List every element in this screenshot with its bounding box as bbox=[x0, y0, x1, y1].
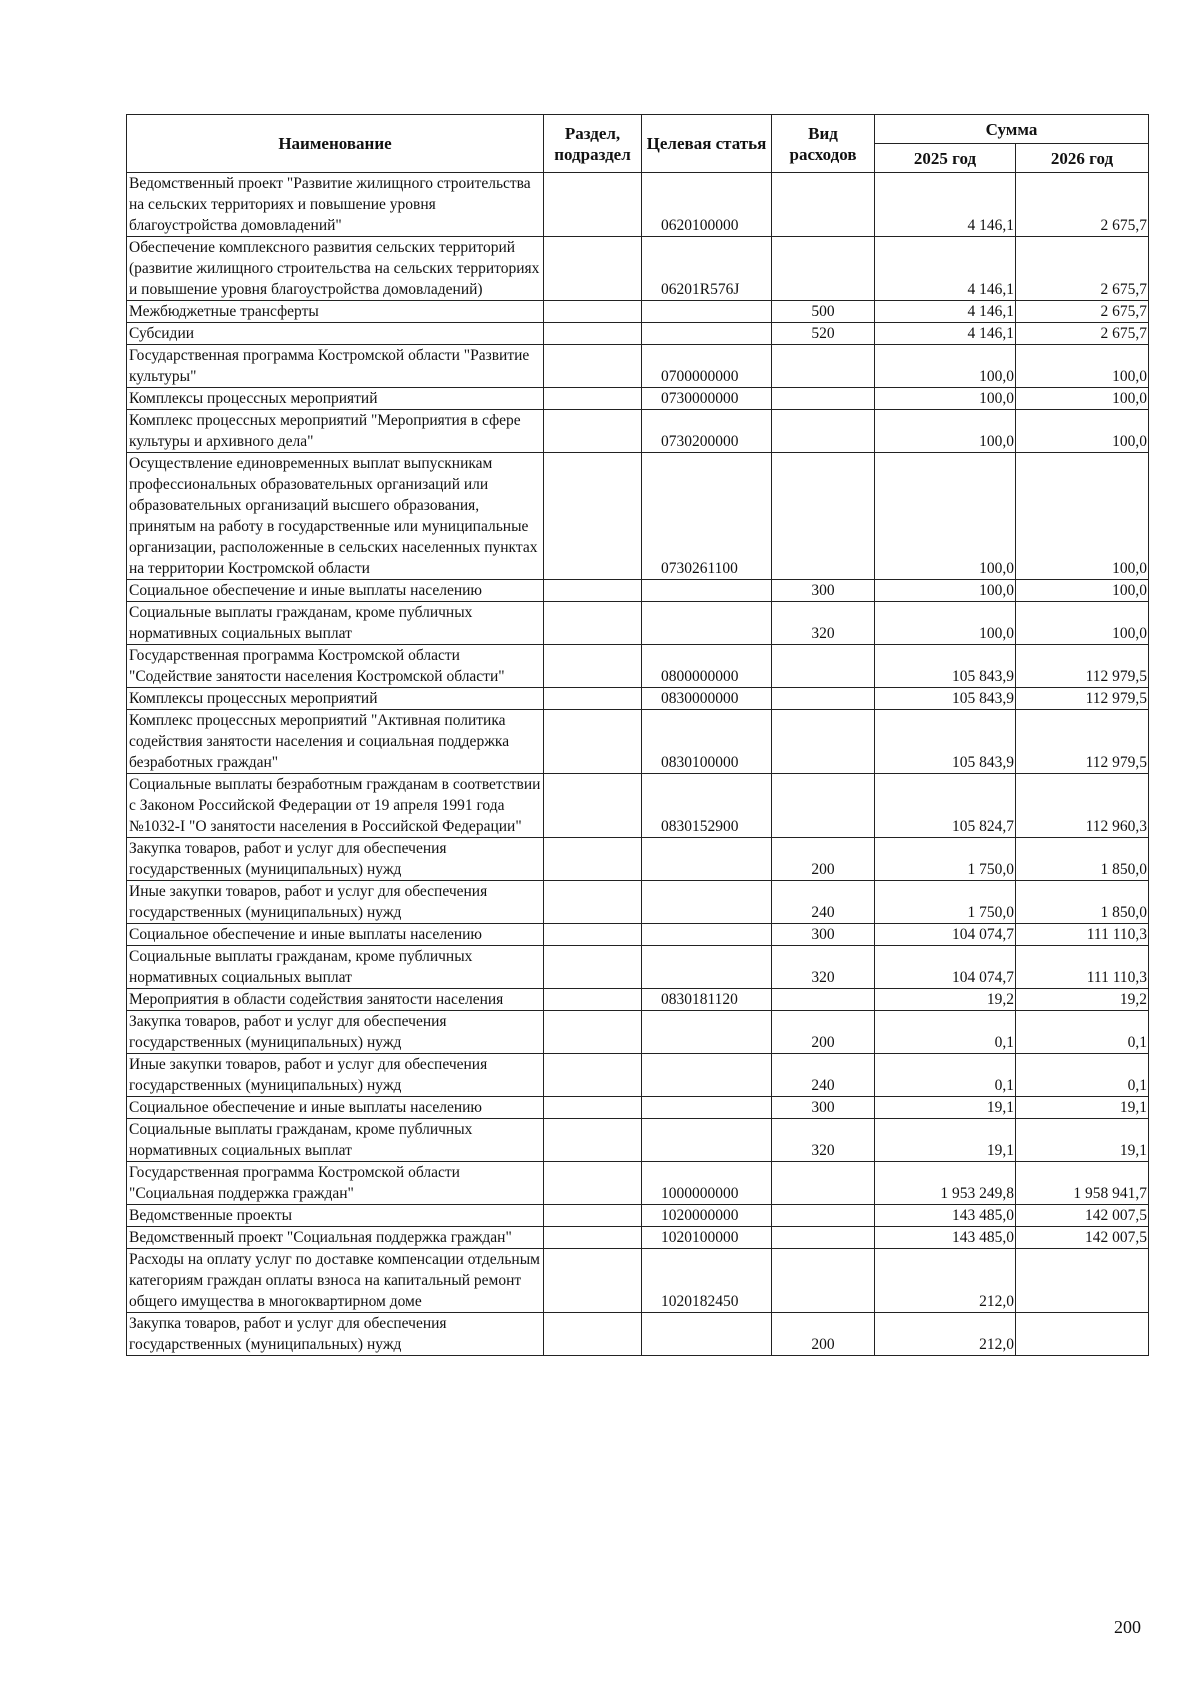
row-expense-type: 200 bbox=[772, 838, 875, 881]
table-row bbox=[127, 1249, 1149, 1313]
row-expense-type bbox=[772, 1227, 875, 1249]
row-section bbox=[544, 1119, 642, 1162]
row-amount-2025: 100,0 bbox=[875, 602, 1016, 645]
row-section bbox=[544, 1205, 642, 1227]
row-expense-type: 500 bbox=[772, 301, 875, 323]
table-row bbox=[127, 1097, 1149, 1119]
row-section bbox=[544, 838, 642, 881]
row-expense-type: 200 bbox=[772, 1313, 875, 1356]
row-name: Социальное обеспечение и иные выплаты населению bbox=[127, 580, 544, 602]
row-name: Комплекс процессных мероприятий "Активная политика содействия занятости населения и социальная поддержка безработных граждан" bbox=[127, 710, 544, 774]
table-row bbox=[127, 580, 1149, 602]
row-target-code bbox=[642, 301, 772, 323]
row-expense-type: 320 bbox=[772, 1119, 875, 1162]
row-target-code bbox=[642, 1054, 772, 1097]
row-expense-type bbox=[772, 453, 875, 580]
row-expense-type: 300 bbox=[772, 580, 875, 602]
table-body bbox=[127, 173, 1149, 1356]
row-amount-2026: 112 979,5 bbox=[1016, 710, 1149, 774]
row-section bbox=[544, 1313, 642, 1356]
row-section bbox=[544, 924, 642, 946]
row-amount-2026: 142 007,5 bbox=[1016, 1205, 1149, 1227]
row-section bbox=[544, 1249, 642, 1313]
row-name: Комплексы процессных мероприятий bbox=[127, 688, 544, 710]
row-expense-type bbox=[772, 645, 875, 688]
row-name: Государственная программа Костромской области "Социальная поддержка граждан" bbox=[127, 1162, 544, 1205]
header-section: Раздел, подраздел bbox=[544, 115, 642, 173]
row-name: Расходы на оплату услуг по доставке компенсации отдельным категориям граждан оплаты взноса на капитальный ремонт общего имущества в многоквартирном доме bbox=[127, 1249, 544, 1313]
row-amount-2026: 2 675,7 bbox=[1016, 173, 1149, 237]
row-amount-2026: 111 110,3 bbox=[1016, 924, 1149, 946]
table-row bbox=[127, 1205, 1149, 1227]
row-target-code: 0830100000 bbox=[642, 710, 772, 774]
row-amount-2025: 100,0 bbox=[875, 345, 1016, 388]
row-amount-2026: 2 675,7 bbox=[1016, 237, 1149, 301]
row-expense-type bbox=[772, 688, 875, 710]
row-name: Иные закупки товаров, работ и услуг для обеспечения государственных (муниципальных) нужд bbox=[127, 881, 544, 924]
row-expense-type bbox=[772, 710, 875, 774]
row-target-code bbox=[642, 1097, 772, 1119]
row-section bbox=[544, 388, 642, 410]
row-expense-type: 240 bbox=[772, 1054, 875, 1097]
row-target-code bbox=[642, 881, 772, 924]
header-target: Целевая статья bbox=[642, 115, 772, 173]
row-target-code: 1020000000 bbox=[642, 1205, 772, 1227]
row-amount-2026: 0,1 bbox=[1016, 1011, 1149, 1054]
row-amount-2026 bbox=[1016, 1249, 1149, 1313]
table-row bbox=[127, 345, 1149, 388]
row-section bbox=[544, 602, 642, 645]
table-row bbox=[127, 1119, 1149, 1162]
row-amount-2026: 100,0 bbox=[1016, 453, 1149, 580]
row-amount-2026: 100,0 bbox=[1016, 580, 1149, 602]
row-section bbox=[544, 173, 642, 237]
row-name: Социальное обеспечение и иные выплаты населению bbox=[127, 1097, 544, 1119]
table-row bbox=[127, 1227, 1149, 1249]
row-name: Закупка товаров, работ и услуг для обеспечения государственных (муниципальных) нужд bbox=[127, 838, 544, 881]
row-target-code: 0730000000 bbox=[642, 388, 772, 410]
row-amount-2025: 4 146,1 bbox=[875, 237, 1016, 301]
row-amount-2026: 100,0 bbox=[1016, 410, 1149, 453]
row-amount-2026: 0,1 bbox=[1016, 1054, 1149, 1097]
row-target-code: 0620100000 bbox=[642, 173, 772, 237]
row-name: Комплексы процессных мероприятий bbox=[127, 388, 544, 410]
row-target-code: 0730200000 bbox=[642, 410, 772, 453]
row-section bbox=[544, 645, 642, 688]
table-row bbox=[127, 1162, 1149, 1205]
row-section bbox=[544, 946, 642, 989]
row-target-code: 0830152900 bbox=[642, 774, 772, 838]
row-amount-2025: 4 146,1 bbox=[875, 173, 1016, 237]
row-name: Государственная программа Костромской области "Содействие занятости населения Костромской области" bbox=[127, 645, 544, 688]
budget-table bbox=[126, 114, 1149, 1356]
row-target-code bbox=[642, 1011, 772, 1054]
row-name: Комплекс процессных мероприятий "Мероприятия в сфере культуры и архивного дела" bbox=[127, 410, 544, 453]
table-row bbox=[127, 1313, 1149, 1356]
header-name: Наименование bbox=[127, 115, 544, 173]
row-section bbox=[544, 237, 642, 301]
row-name: Ведомственные проекты bbox=[127, 1205, 544, 1227]
row-name: Ведомственный проект "Развитие жилищного строительства на сельских территориях и повышение уровня благоустройства домовладений" bbox=[127, 173, 544, 237]
row-amount-2026 bbox=[1016, 1313, 1149, 1356]
row-section bbox=[544, 710, 642, 774]
table-header bbox=[127, 115, 1149, 173]
row-expense-type: 320 bbox=[772, 602, 875, 645]
row-expense-type bbox=[772, 989, 875, 1011]
row-amount-2026: 112 979,5 bbox=[1016, 645, 1149, 688]
row-amount-2025: 212,0 bbox=[875, 1313, 1016, 1356]
row-section bbox=[544, 881, 642, 924]
row-amount-2025: 104 074,7 bbox=[875, 946, 1016, 989]
row-name: Закупка товаров, работ и услуг для обеспечения государственных (муниципальных) нужд bbox=[127, 1313, 544, 1356]
row-section bbox=[544, 989, 642, 1011]
table-row bbox=[127, 323, 1149, 345]
row-name: Социальные выплаты гражданам, кроме публичных нормативных социальных выплат bbox=[127, 602, 544, 645]
row-target-code: 0700000000 bbox=[642, 345, 772, 388]
table-row bbox=[127, 301, 1149, 323]
table-row bbox=[127, 710, 1149, 774]
header-2025: 2025 год bbox=[875, 144, 1016, 173]
header-2026: 2026 год bbox=[1016, 144, 1149, 173]
row-expense-type bbox=[772, 1162, 875, 1205]
row-amount-2025: 1 750,0 bbox=[875, 881, 1016, 924]
table-row bbox=[127, 173, 1149, 237]
row-expense-type: 240 bbox=[772, 881, 875, 924]
row-expense-type: 320 bbox=[772, 946, 875, 989]
row-amount-2025: 143 485,0 bbox=[875, 1205, 1016, 1227]
row-section bbox=[544, 453, 642, 580]
table-row bbox=[127, 1011, 1149, 1054]
row-section bbox=[544, 1227, 642, 1249]
row-section bbox=[544, 1097, 642, 1119]
row-name: Межбюджетные трансферты bbox=[127, 301, 544, 323]
table-row bbox=[127, 388, 1149, 410]
row-amount-2025: 0,1 bbox=[875, 1054, 1016, 1097]
row-amount-2025: 212,0 bbox=[875, 1249, 1016, 1313]
row-expense-type bbox=[772, 345, 875, 388]
row-target-code: 1020100000 bbox=[642, 1227, 772, 1249]
row-name: Социальные выплаты гражданам, кроме публичных нормативных социальных выплат bbox=[127, 946, 544, 989]
row-target-code bbox=[642, 946, 772, 989]
header-vid: Вид расходов bbox=[772, 115, 875, 173]
row-amount-2025: 104 074,7 bbox=[875, 924, 1016, 946]
row-target-code bbox=[642, 1119, 772, 1162]
row-target-code: 1000000000 bbox=[642, 1162, 772, 1205]
table-row bbox=[127, 881, 1149, 924]
row-amount-2026: 142 007,5 bbox=[1016, 1227, 1149, 1249]
budget-sheet bbox=[126, 114, 1148, 1356]
table-row bbox=[127, 989, 1149, 1011]
row-amount-2025: 100,0 bbox=[875, 580, 1016, 602]
row-amount-2025: 19,1 bbox=[875, 1119, 1016, 1162]
row-name: Иные закупки товаров, работ и услуг для обеспечения государственных (муниципальных) нужд bbox=[127, 1054, 544, 1097]
row-amount-2026: 100,0 bbox=[1016, 388, 1149, 410]
row-section bbox=[544, 301, 642, 323]
row-amount-2026: 19,2 bbox=[1016, 989, 1149, 1011]
row-amount-2025: 4 146,1 bbox=[875, 301, 1016, 323]
row-amount-2026: 112 979,5 bbox=[1016, 688, 1149, 710]
row-name: Субсидии bbox=[127, 323, 544, 345]
table-row bbox=[127, 1054, 1149, 1097]
row-section bbox=[544, 688, 642, 710]
row-target-code: 0730261100 bbox=[642, 453, 772, 580]
row-amount-2026: 112 960,3 bbox=[1016, 774, 1149, 838]
table-row bbox=[127, 410, 1149, 453]
row-amount-2025: 1 750,0 bbox=[875, 838, 1016, 881]
row-target-code: 1020182450 bbox=[642, 1249, 772, 1313]
row-section bbox=[544, 410, 642, 453]
row-expense-type bbox=[772, 1205, 875, 1227]
row-amount-2025: 105 843,9 bbox=[875, 710, 1016, 774]
row-amount-2025: 0,1 bbox=[875, 1011, 1016, 1054]
row-target-code bbox=[642, 838, 772, 881]
row-amount-2025: 19,1 bbox=[875, 1097, 1016, 1119]
row-section bbox=[544, 1054, 642, 1097]
row-section bbox=[544, 1011, 642, 1054]
row-amount-2026: 2 675,7 bbox=[1016, 301, 1149, 323]
row-amount-2025: 1 953 249,8 bbox=[875, 1162, 1016, 1205]
row-amount-2025: 105 843,9 bbox=[875, 645, 1016, 688]
row-section bbox=[544, 580, 642, 602]
row-expense-type: 520 bbox=[772, 323, 875, 345]
row-name: Закупка товаров, работ и услуг для обеспечения государственных (муниципальных) нужд bbox=[127, 1011, 544, 1054]
row-amount-2026: 19,1 bbox=[1016, 1097, 1149, 1119]
row-name: Мероприятия в области содействия занятости населения bbox=[127, 989, 544, 1011]
row-amount-2025: 4 146,1 bbox=[875, 323, 1016, 345]
row-name: Ведомственный проект "Социальная поддержка граждан" bbox=[127, 1227, 544, 1249]
row-amount-2025: 143 485,0 bbox=[875, 1227, 1016, 1249]
row-expense-type bbox=[772, 173, 875, 237]
table-row bbox=[127, 774, 1149, 838]
row-amount-2026: 100,0 bbox=[1016, 345, 1149, 388]
row-amount-2026: 1 850,0 bbox=[1016, 881, 1149, 924]
row-amount-2026: 1 850,0 bbox=[1016, 838, 1149, 881]
table-row bbox=[127, 453, 1149, 580]
row-name: Осуществление единовременных выплат выпускникам профессиональных образовательных организаций или образовательных организаций высшего образования, принятым на работу в государственные или муниципальные организации, расположенные в сельских населенных пунктах на территории Костромской области bbox=[127, 453, 544, 580]
row-target-code bbox=[642, 323, 772, 345]
row-section bbox=[544, 345, 642, 388]
row-section bbox=[544, 323, 642, 345]
row-expense-type: 300 bbox=[772, 1097, 875, 1119]
page-number: 200 bbox=[1114, 1617, 1141, 1637]
table-row bbox=[127, 237, 1149, 301]
row-target-code bbox=[642, 924, 772, 946]
row-name: Социальные выплаты безработным гражданам в соответствии с Законом Российской Федерации от 19 апреля 1991 года №1032-I "О занятости населения в Российской Федерации" bbox=[127, 774, 544, 838]
row-name: Социальное обеспечение и иные выплаты населению bbox=[127, 924, 544, 946]
table-row bbox=[127, 688, 1149, 710]
row-target-code: 0830000000 bbox=[642, 688, 772, 710]
row-amount-2026: 100,0 bbox=[1016, 602, 1149, 645]
row-expense-type bbox=[772, 237, 875, 301]
row-amount-2026: 111 110,3 bbox=[1016, 946, 1149, 989]
row-expense-type: 200 bbox=[772, 1011, 875, 1054]
row-target-code bbox=[642, 580, 772, 602]
row-amount-2026: 2 675,7 bbox=[1016, 323, 1149, 345]
row-amount-2025: 100,0 bbox=[875, 388, 1016, 410]
header-sum: Сумма bbox=[875, 115, 1149, 144]
table-row bbox=[127, 645, 1149, 688]
row-name: Социальные выплаты гражданам, кроме публичных нормативных социальных выплат bbox=[127, 1119, 544, 1162]
row-section bbox=[544, 1162, 642, 1205]
table-row bbox=[127, 838, 1149, 881]
row-target-code bbox=[642, 1313, 772, 1356]
row-expense-type bbox=[772, 410, 875, 453]
row-expense-type bbox=[772, 1249, 875, 1313]
row-amount-2026: 1 958 941,7 bbox=[1016, 1162, 1149, 1205]
table-row bbox=[127, 946, 1149, 989]
row-name: Государственная программа Костромской области "Развитие культуры" bbox=[127, 345, 544, 388]
row-target-code: 06201R576J bbox=[642, 237, 772, 301]
row-amount-2026: 19,1 bbox=[1016, 1119, 1149, 1162]
row-amount-2025: 105 843,9 bbox=[875, 688, 1016, 710]
row-target-code bbox=[642, 602, 772, 645]
row-section bbox=[544, 774, 642, 838]
table-row bbox=[127, 924, 1149, 946]
row-amount-2025: 100,0 bbox=[875, 410, 1016, 453]
row-name: Обеспечение комплексного развития сельских территорий (развитие жилищного строительства на сельских территориях и повышение уровня благоустройства домовладений) bbox=[127, 237, 544, 301]
row-expense-type bbox=[772, 774, 875, 838]
row-target-code: 0800000000 bbox=[642, 645, 772, 688]
table-row bbox=[127, 602, 1149, 645]
row-target-code: 0830181120 bbox=[642, 989, 772, 1011]
row-amount-2025: 19,2 bbox=[875, 989, 1016, 1011]
row-amount-2025: 105 824,7 bbox=[875, 774, 1016, 838]
row-expense-type: 300 bbox=[772, 924, 875, 946]
row-expense-type bbox=[772, 388, 875, 410]
row-amount-2025: 100,0 bbox=[875, 453, 1016, 580]
